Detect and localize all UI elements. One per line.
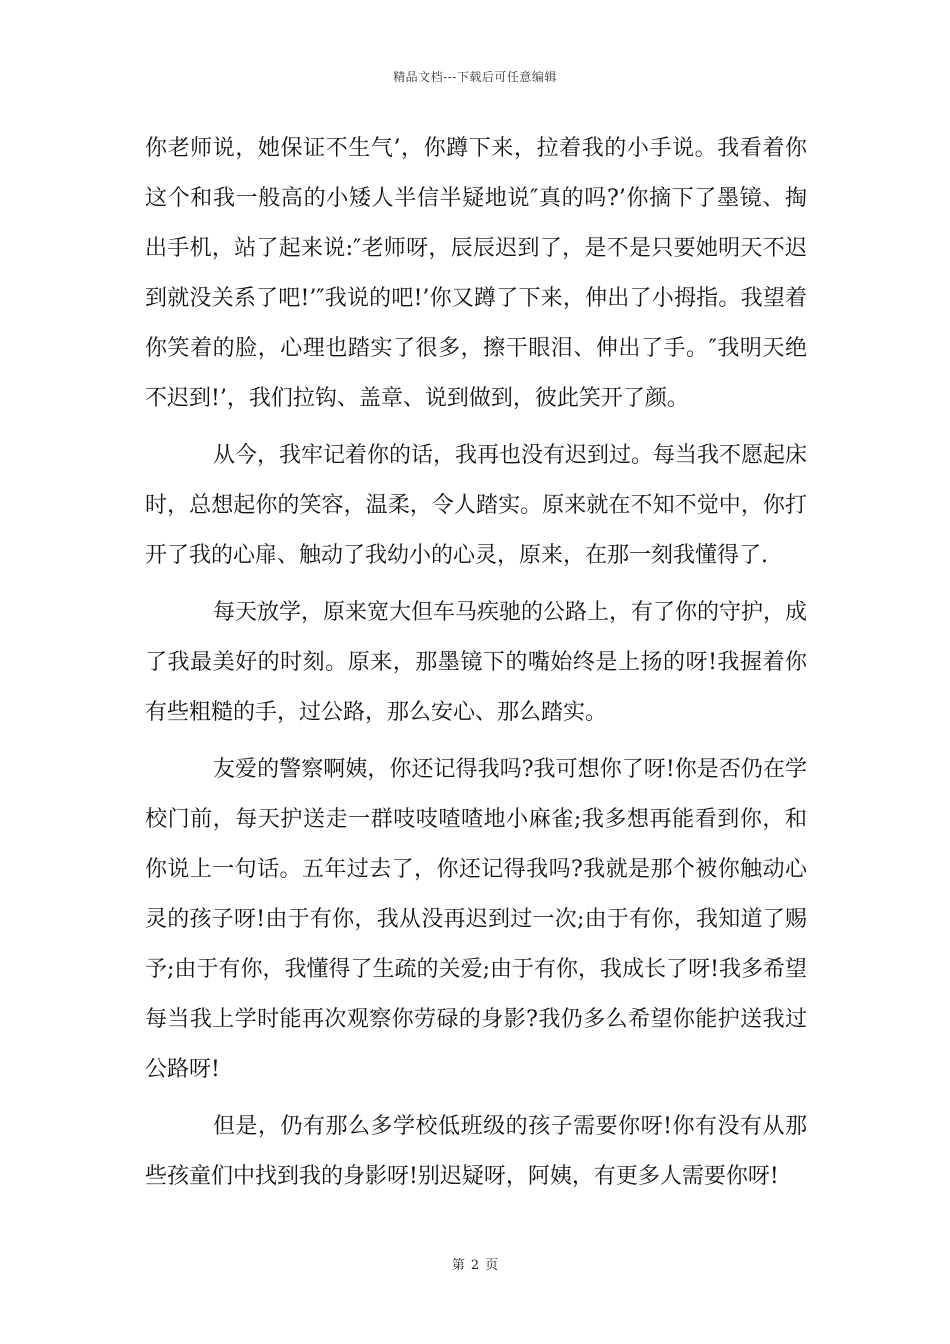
page-footer [0,1254,950,1273]
paragraph-4: 友爱的警察啊姨，你还记得我吗?我可想你了呀!你是否仍在学校门前，每天护送走一群吱吱喳喳地小麻雀;我多想再能看到你，和你说上一句话。五年过去了，你还记得我吗?我就是那个被你触动心灵的孩子呀!由于有你，我从没再迟到过一次;由于有你，我知道了赐予;由于有你，我懂得了生疏的关爱;由于有你，我成长了呀!我多希望每当我上学时能再次观察你劳碌的身影?我仍多么希望你能护送我过公路呀! [145,757,807,1082]
paragraph-5: 但是，仍有那么多学校低班级的孩子需要你呀!你有没有从那些孩童们中找到我的身影呀!别迟疑呀，阿姨，有更多人需要你呀! [145,1114,807,1189]
paragraph-1: 你老师说，她保证不生气’，你蹲下来，拉着我的小手说。我看着你这个和我一般高的小矮人半信半疑地说″真的吗?’你摘下了墨镜、掏出手机，站了起来说:″老师呀，辰辰迟到了，是不是只要她明天不迟到就没关系了吧!’″我说的吧!’你又蹲了下来，伸出了小拇指。我望着你笑着的脸，心理也踏实了很多，擦干眼泪、伸出了手。″我明天绝不迟到!’，我们拉钩、盖章、说到做到，彼此笑开了颜。 [145,136,807,411]
page-number: 2 [470,1258,480,1273]
page-number-suffix: 页 [485,1258,499,1273]
page-number-prefix: 第 [451,1258,465,1273]
page-header: 精品文档---下载后可任意编辑 [393,70,557,84]
paragraph-2: 从今，我牢记着你的话，我再也没有迟到过。每当我不愿起床时，总想起你的笑容，温柔，令人踏实。原来就在不知不觉中，你打开了我的心扉、触动了我幼小的心灵，原来，在那一刻我懂得了. [145,443,808,568]
document-body [145,124,807,1209]
paragraph-3: 每天放学，原来宽大但车马疾驰的公路上，有了你的守护，成了我最美好的时刻。原来，那墨镜下的嘴始终是上扬的呀!我握着你有些粗糙的手，过公路，那么安心、那么踏实。 [145,600,808,725]
